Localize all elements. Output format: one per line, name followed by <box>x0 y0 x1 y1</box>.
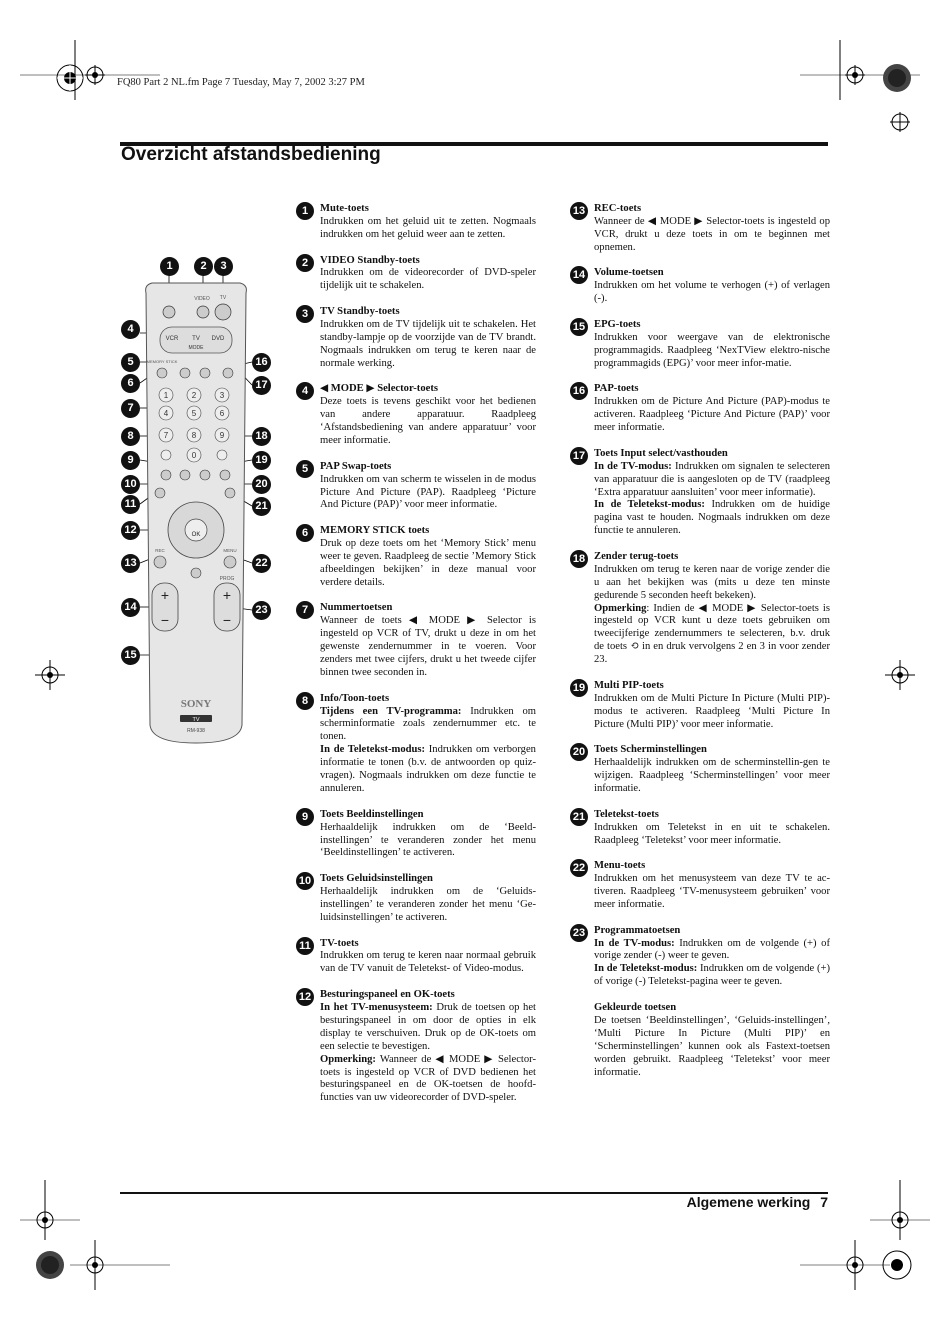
item-text: Indrukken om de huidige pagina vast te houden. Nogmaals indrukken om deze functie te annuleren. <box>594 499 830 537</box>
item-number-badge: 4 <box>296 382 314 400</box>
file-info: FQ80 Part 2 NL.fm Page 7 Tuesday, May 7, 2002 3:27 PM <box>117 77 365 88</box>
list-item <box>570 203 830 255</box>
list-item <box>296 989 536 1105</box>
callout-badge: 21 <box>252 497 271 516</box>
item-number-badge: 22 <box>570 859 588 877</box>
item-number-badge: 12 <box>296 988 314 1006</box>
item-text: Indrukken om terug te keren naar de vorige zender die u aan het bekijken was (mits u deze ten minste gedurende 5 seconden heeft bekeken). <box>594 563 830 601</box>
item-title: Toets Input select/vasthouden <box>594 447 728 459</box>
callout-badge: 1 <box>160 257 179 276</box>
item-number-badge: 9 <box>296 808 314 826</box>
registration-mark-top-left <box>20 40 180 140</box>
item-title: VIDEO Standby-toets <box>320 254 420 266</box>
item-subheading: Opmerking: <box>320 1053 376 1065</box>
list-item <box>296 693 536 796</box>
item-title: Mute-toets <box>320 203 369 214</box>
item-title: TV-toets <box>320 937 359 949</box>
item-text: Herhaaldelijk indrukken om de scherminstellin-gen te wijzigen. Raadpleeg ‘Scherminstellingen’ voor meer informatie. <box>594 757 830 795</box>
registration-mark-bottom-left <box>20 1180 180 1290</box>
registration-mark-mid-right <box>880 655 920 695</box>
item-text: : Indien de ◀ MODE ▶ Selector-toets is ingesteld op VCR kunt u deze toets gebruiken om tweecijferige zendernummers te selecteren, b.v. druk de toets ⟲ in en druk vervolgens 2 en 3 in voor zender 23. <box>594 602 830 666</box>
svg-text:1: 1 <box>163 391 169 400</box>
callout-badge: 3 <box>214 257 233 276</box>
left-column <box>296 203 536 1118</box>
item-number-badge: 3 <box>296 305 314 323</box>
remote-menu-label: MENU <box>223 548 237 553</box>
item-number-badge: 10 <box>296 872 314 890</box>
list-item <box>570 383 830 435</box>
list-item <box>296 602 536 679</box>
item-subheading: In het TV-menusysteem: <box>320 1001 433 1013</box>
svg-text:9: 9 <box>219 431 225 440</box>
remote-mode-label: MODE <box>188 345 204 351</box>
item-text: Druk op deze toets om het ‘Memory Stick’ menu weer te geven. Raadpleeg de sectie ’Memory Stick afbeeldingen bekijken’ in deze manual voor verdere details. <box>320 538 536 588</box>
list-item <box>570 809 830 848</box>
list-item <box>296 873 536 925</box>
callout-badge: 2 <box>194 257 213 276</box>
item-text: Indrukken om signalen te selecteren van apparatuur die is aangesloten op de TV (raadpleeg ‘Extra apparatuur aansluiten’ voor meer informatie). <box>594 460 830 498</box>
callout-badge: 20 <box>252 475 271 494</box>
callout-badge: 8 <box>121 427 140 446</box>
list-item <box>570 551 830 667</box>
item-text: Indrukken om van scherm te wisselen in de modus Picture And Picture (PAP). Raadpleeg ‘Picture And Picture (PAP)’ voor meer informatie. <box>320 473 536 511</box>
remote-dvd-label: DVD <box>211 336 225 342</box>
svg-text:0: 0 <box>191 451 197 460</box>
svg-text:5: 5 <box>191 409 197 418</box>
item-title: Toets Beeldinstellingen <box>320 808 424 820</box>
remote-tv-label: TV <box>219 295 227 301</box>
list-item <box>570 744 830 796</box>
colour-keys-text: De toetsen ‘Beeldinstellingen’, ‘Geluids-instellingen’, ‘Multi Picture In Picture (Multi PIP)’ en ‘Scherminstellingen’ kunnen ook als Fastext-toetsen worden gebruikt. Raadpleeg ‘Teletekst’ voor meer informatie. <box>594 1014 830 1078</box>
remote-rec-label: REC <box>155 548 165 553</box>
list-item <box>296 809 536 861</box>
callout-badge: 9 <box>121 451 140 470</box>
svg-text:−: − <box>222 612 232 628</box>
list-item <box>296 461 536 513</box>
item-text: Indrukken om de volgende (+) of vorige zender (-) weer te geven. <box>594 937 830 962</box>
item-title: Multi PIP-toets <box>594 679 664 691</box>
svg-text:−: − <box>160 612 170 628</box>
remote-model: RM-938 <box>187 728 205 734</box>
callout-badge: 12 <box>121 521 140 540</box>
item-title: Programmatoetsen <box>594 924 681 936</box>
item-number-badge: 20 <box>570 743 588 761</box>
item-subheading: In de TV-modus: <box>594 937 675 949</box>
item-text: Indrukken om het geluid uit te zetten. Nogmaals indrukken om het geluid weer aan te zetten. <box>320 215 536 240</box>
callout-badge: 18 <box>252 427 271 446</box>
item-text: Deze toets is tevens geschikt voor het bedienen van andere apparatuur. Raadpleeg ‘Afstandsbediening van andere apparatuur’ voor meer informatie. <box>320 396 536 446</box>
item-text: Indrukken om Teletekst in en uit te schakelen. Raadpleeg ‘Teletekst’ voor meer informatie. <box>594 821 830 846</box>
colour-keys-section <box>570 1002 830 1079</box>
callout-badge: 17 <box>252 376 271 395</box>
callout-badge: 23 <box>252 601 271 620</box>
list-item <box>570 448 830 538</box>
callout-badge: 22 <box>252 554 271 573</box>
item-title: EPG-toets <box>594 318 641 330</box>
callout-badge: 13 <box>121 554 140 573</box>
item-text: Druk de toetsen op het besturingspaneel in om door de opties in elk display te verschuiven. Druk op de OK-toets om een selectie te bevestigen. <box>320 1001 536 1052</box>
item-text: Indrukken om scherminformatie zoals zendernummer etc. te tonen. <box>320 705 536 743</box>
item-title: Zender terug-toets <box>594 550 679 562</box>
callout-badge: 4 <box>121 320 140 339</box>
right-column <box>570 203 830 1092</box>
callout-badge: 15 <box>121 646 140 665</box>
page-title: Overzicht afstandsbediening <box>121 144 381 165</box>
svg-text:4: 4 <box>163 409 169 418</box>
list-item <box>296 383 536 448</box>
svg-text:6: 6 <box>219 409 225 418</box>
item-subheading: In de Teletekst-modus: <box>594 963 698 975</box>
svg-text:7: 7 <box>163 431 169 440</box>
callout-badge: 11 <box>121 495 140 514</box>
remote-prog-label: PROG <box>219 576 235 582</box>
page-number: 7 <box>820 1194 828 1210</box>
item-text: Indrukken om de volgende (+) of vorige (-) Teletekst-pagina weer te geven. <box>594 963 831 988</box>
item-title: TV Standby-toets <box>320 306 400 318</box>
item-title: MEMORY STICK toets <box>320 525 430 537</box>
item-title: REC-toets <box>594 203 642 214</box>
item-number-badge: 6 <box>296 524 314 542</box>
svg-text:+: + <box>222 587 232 603</box>
remote-tv-badge: TV <box>192 717 200 723</box>
item-text: Indrukken om de TV tijdelijk uit te schakelen. Het standby-lampje op de voorzijde van de TV brandt. Nogmaals indrukken om terug te keren naar de normale werking. <box>320 318 536 369</box>
item-text: Wanneer de ◀ MODE ▶ Selector-toets is ingesteld op VCR, drukt u deze toets in om te beginnen met opnemen. <box>594 215 830 253</box>
item-text: Indrukken om terug te keren naar normaal gebruik van de TV vanuit de Teletekst- of Video-modus. <box>320 950 536 975</box>
remote-brand: SONY <box>180 698 212 710</box>
footer-section: Algemene werking <box>686 1194 811 1210</box>
item-number-badge: 23 <box>570 924 588 942</box>
item-text: Indrukken om verborgen informatie te tonen (b.v. de antwoorden op quiz-vragen). Nogmaals indrukken om deze functie te annuleren. <box>320 744 536 795</box>
callout-badge: 7 <box>121 399 140 418</box>
svg-text:2: 2 <box>191 391 197 400</box>
list-item <box>570 860 830 912</box>
list-item <box>296 525 536 590</box>
list-item <box>296 938 536 977</box>
list-item <box>296 306 536 371</box>
item-text: Indrukken om het menusysteem van deze TV te ac-tiveren. Raadpleeg ‘TV-menusysteem gebruiken’ voor meer informatie. <box>594 873 830 910</box>
callout-badge: 6 <box>121 374 140 393</box>
item-title: Teletekst-toets <box>594 808 659 820</box>
item-text: Wanneer de ◀ MODE ▶ Selector-toets is ingesteld op VCR of DVD bedienen het besturingspaneel en de OK-toetsen de hoofd-functies van uw videorecorder of DVD-speler. <box>320 1053 536 1104</box>
item-text: Wanneer de toets ◀ MODE ▶ Selector is ingesteld op VCR of TV, drukt u deze in om het gewenste zendernummer in te voeren. Voor zenders met twee cijfers, drukt u het tweede cijfer binnen twee seconden in. <box>320 615 536 678</box>
svg-text:8: 8 <box>191 431 197 440</box>
item-title: Info/Toon-toets <box>320 692 390 704</box>
item-title: Volume-toetsen <box>594 267 664 279</box>
item-number-badge: 5 <box>296 460 314 478</box>
item-subheading: In de TV-modus: <box>594 460 672 472</box>
list-item <box>296 255 536 294</box>
remote-vcr-label: VCR <box>165 336 179 342</box>
remote-ok-label: OK <box>191 532 201 538</box>
item-text: Indrukken om het volume te verhogen (+) of verlagen (-). <box>594 280 830 305</box>
item-number-badge: 2 <box>296 254 314 272</box>
callout-badge: 16 <box>252 353 271 372</box>
item-title: PAP-toets <box>594 383 639 395</box>
item-number-badge: 16 <box>570 382 588 400</box>
item-number-badge: 14 <box>570 266 588 284</box>
item-number-badge: 8 <box>296 692 314 710</box>
remote-memory-stick-label: MEMORY STICK <box>146 359 178 364</box>
item-number-badge: 1 <box>296 202 314 220</box>
item-number-badge: 13 <box>570 202 588 220</box>
registration-mark-mid-left <box>30 655 70 695</box>
item-number-badge: 18 <box>570 550 588 568</box>
colour-keys-title: Gekleurde toetsen <box>594 1001 677 1013</box>
callout-badge: 10 <box>121 475 140 494</box>
item-number-badge: 21 <box>570 808 588 826</box>
item-number-badge: 19 <box>570 679 588 697</box>
svg-text:3: 3 <box>219 391 225 400</box>
list-item <box>570 925 830 990</box>
item-title: PAP Swap-toets <box>320 460 392 472</box>
item-title: Nummertoetsen <box>320 602 393 614</box>
remote-illustration <box>110 255 280 775</box>
item-title: ◀ MODE ▶ Selector-toets <box>320 383 438 395</box>
item-subheading: Opmerking <box>594 602 647 614</box>
callout-badge: 14 <box>121 598 140 617</box>
item-subheading: In de Teletekst-modus: <box>320 744 426 756</box>
item-title: Toets Scherminstellingen <box>594 744 707 756</box>
callout-badge: 5 <box>121 353 140 372</box>
svg-text:+: + <box>160 587 170 603</box>
item-text: Indrukken om de Multi Picture In Picture (Multi PIP)-modus te activeren. Raadpleeg ‘Multi Picture In Picture (Multi PIP)’ voor meer informatie. <box>594 692 830 730</box>
item-number-badge: 7 <box>296 601 314 619</box>
item-number-badge: 15 <box>570 318 588 336</box>
item-text: Herhaaldelijk indrukken om de ‘Beeld-instellingen’ te veranderen zonder het menu ‘Beeldinstellingen’ te activeren. <box>320 821 536 859</box>
registration-mark-top-right <box>800 40 930 140</box>
item-number-badge: 17 <box>570 447 588 465</box>
item-text: Indrukken om de Picture And Picture (PAP)-modus te activeren. Raadpleeg ‘Picture And Picture (PAP)’ voor meer informatie. <box>594 396 830 434</box>
remote-video-label: VIDEO <box>194 296 210 302</box>
list-item <box>570 680 830 732</box>
item-title: Toets Geluidsinstellingen <box>320 873 433 885</box>
list-item <box>570 267 830 306</box>
item-number-badge: 11 <box>296 937 314 955</box>
callout-badge: 19 <box>252 451 271 470</box>
item-text: Herhaaldelijk indrukken om de ‘Geluids-instellingen’ te veranderen zonder het menu ‘Ge-luidsinstellingen’ te activeren. <box>320 886 536 923</box>
list-item <box>570 319 830 371</box>
item-title: Besturingspaneel en OK-toets <box>320 989 455 1001</box>
item-title: Menu-toets <box>594 860 646 872</box>
item-text: Indrukken om de videorecorder of DVD-speler tijdelijk uit te schakelen. <box>320 267 536 292</box>
item-text: Indrukken voor weergave van de elektronische programmagids. Raadpleeg ‘NexTView elektro-nische programmagids (EPG)’ voor meer infor-matie. <box>594 331 830 369</box>
item-subheading: Tijdens een TV-programma: <box>320 705 462 717</box>
page-footer <box>681 1194 828 1210</box>
list-item <box>296 203 536 242</box>
remote-tv-mode-label: TV <box>192 336 200 342</box>
item-subheading: In de Teletekst-modus: <box>594 499 705 511</box>
